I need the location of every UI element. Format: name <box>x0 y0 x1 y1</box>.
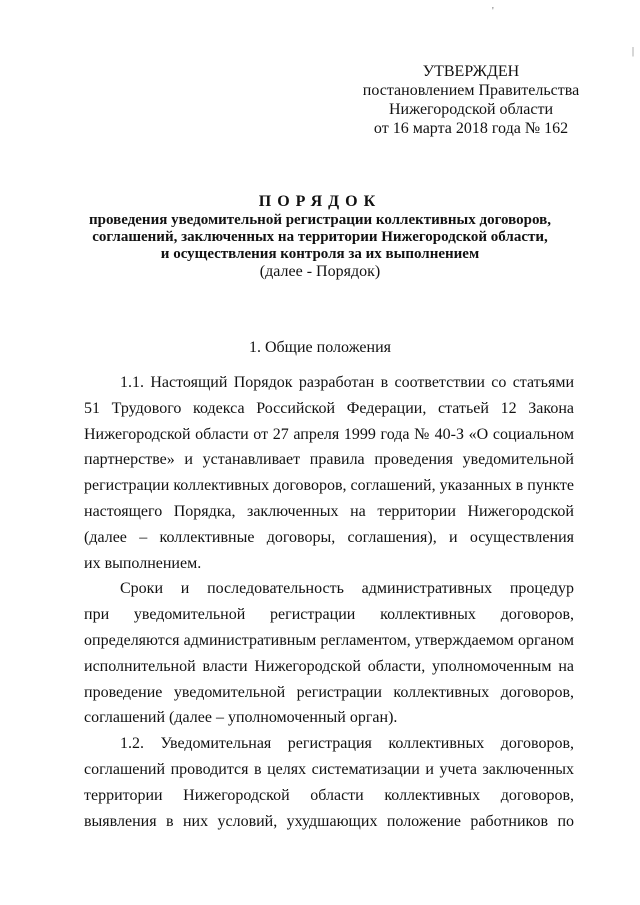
text-line: Нижегородской области от 27 апреля 1999 года № 40-З «О социальном <box>84 425 574 443</box>
subtitle-line: соглашений, заключенных на территории Нижегородской области, <box>92 229 548 245</box>
text-line: определяются административным регламентом, утверждаемом органом <box>84 631 574 649</box>
scan-mark: | <box>632 46 635 57</box>
text-line: регистрации коллективных договоров, соглашений, указанных в пункте <box>84 477 574 495</box>
approval-region: Нижегородской области <box>388 101 553 118</box>
approval-decree: постановлением Правительства <box>362 82 580 99</box>
scan-mark: ' <box>492 6 494 17</box>
text-line: (далее – коллективные договоры, соглашения), и осуществления <box>84 528 574 546</box>
section-title: 1. Общие положения <box>248 339 392 356</box>
text-line: соглашений проводится в целях систематизации и учета заключенных <box>84 760 574 778</box>
body-text <box>84 370 574 834</box>
text-line: территории Нижегородской области коллективных договоров, <box>84 786 574 804</box>
subtitle-line: проведения уведомительной регистрации коллективных договоров, <box>89 212 551 228</box>
document-title: ПОРЯДОК <box>258 193 382 210</box>
text-line: 1.2. Уведомительная регистрация коллективных договоров, <box>120 735 574 753</box>
document-short-name: (далее - Порядок) <box>259 263 381 280</box>
text-line: настоящего Порядка, заключенных на территории Нижегородской <box>84 502 574 520</box>
document-subtitle <box>30 212 610 263</box>
text-line: исполнительной власти Нижегородской области, уполномоченным на <box>84 657 574 675</box>
text-line: выявления в них условий, ухудшающих положение работников по <box>84 812 574 830</box>
text-line: Сроки и последовательность административных процедур <box>120 580 574 598</box>
text-line: проведение уведомительной регистрации коллективных договоров, <box>84 683 574 701</box>
text-line: партнерстве» и устанавливает правила проведения уведомительной <box>84 451 574 469</box>
paragraph-1-1 <box>84 370 574 576</box>
approval-stamp <box>356 62 586 138</box>
text-line: при уведомительной регистрации коллективных договоров, <box>84 606 574 624</box>
subtitle-line: и осуществления контроля за их выполнением <box>160 246 480 262</box>
paragraph-procedures <box>84 576 574 731</box>
text-line: соглашений (далее – уполномоченный орган). <box>84 709 398 727</box>
approval-title: УТВЕРЖДЕН <box>422 63 520 80</box>
text-line: 1.1. Настоящий Порядок разработан в соответствии со статьями <box>120 374 574 391</box>
approval-date: от 16 марта 2018 года № 162 <box>373 120 569 137</box>
paragraph-1-2 <box>84 731 574 834</box>
text-line: их выполнением. <box>84 554 202 572</box>
text-line: 51 Трудового кодекса Российской Федерации, статьей 12 Закона <box>84 399 574 417</box>
document-heading <box>30 192 610 281</box>
